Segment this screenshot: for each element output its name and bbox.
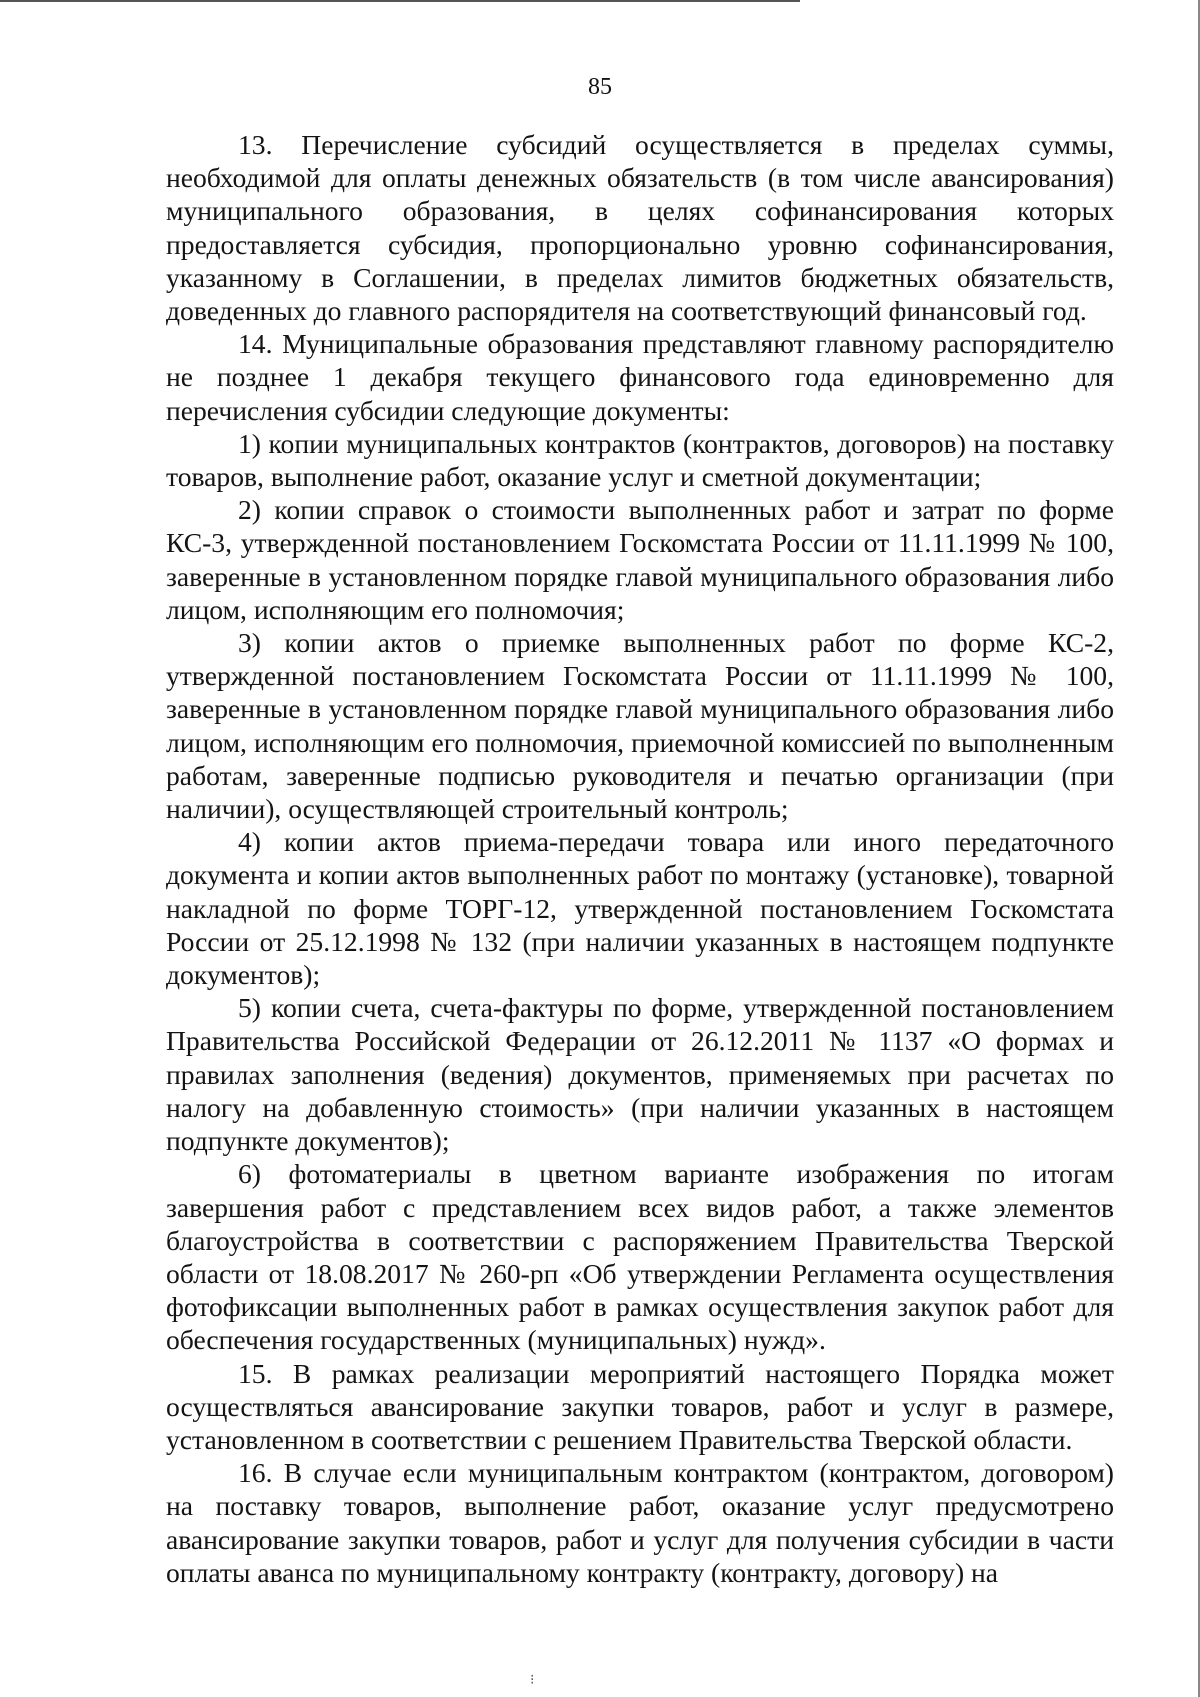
subitem-2: 2) копии справок о стоимости выполненных работ и затрат по форме КС-3, утвержденной постановлением Госкомстата России от 11.11.1999 № 100, заверенные в установленном порядке главой муниципального образования либо лицом, исполняющим его полномочия; bbox=[166, 494, 1114, 625]
document-body bbox=[166, 128, 1114, 1589]
subitem-4: 4) копии актов приема-передачи товара или иного передаточного документа и копии актов выполненных работ по монтажу (установке), товарной накладной по форме ТОРГ-12, утвержденной постановлением Госкомстата России от 25.12.1998 № 132 (при наличии указанных в настоящем подпункте документов); bbox=[166, 826, 1114, 991]
subitem-5: 5) копии счета, счета-фактуры по форме, утвержденной постановлением Правительства Российской Федерации от 26.12.2011 № 1137 «О формах и правилах заполнения (ведения) документов, применяемых при расчетах по налогу на добавленную стоимость» (при наличии указанных в настоящем подпункте документов); bbox=[166, 992, 1114, 1157]
subitem-1: 1) копии муниципальных контрактов (контрактов, договоров) на поставку товаров, выполнение работ, оказание услуг и сметной документации; bbox=[166, 427, 1114, 493]
paragraph-14: 14. Муниципальные образования представляют главному распорядителю не позднее 1 декабря текущего финансового года единовременно для перечисления субсидии следующие документы: bbox=[166, 328, 1114, 426]
page-number: 85 bbox=[588, 74, 612, 100]
paragraph-15: 15. В рамках реализации мероприятий настоящего Порядка может осуществляться авансирование закупки товаров, работ и услуг в размере, установленном в соответствии с решением Правительства Тверской области. bbox=[166, 1357, 1114, 1455]
subitem-3: 3) копии актов о приемке выполненных работ по форме КС-2, утвержденной постановлением Госкомстата России от 11.11.1999 № 100, заверенные в установленном порядке главой муниципального образования либо лицом, исполняющим его полномочия, приемочной комиссией по выполненным работам, заверенные подписью руководителя и печатью организации (при наличии), осуществляющей строительный контроль; bbox=[166, 627, 1114, 825]
scan-edge-top bbox=[0, 0, 800, 2]
paragraph-16: 16. В случае если муниципальным контрактом (контрактом, договором) на поставку товаров, выполнение работ, оказание услуг предусмотрено авансирование закупки товаров, работ и услуг для получения субсидии в части оплаты аванса по муниципальному контракту (контракту, договору) на bbox=[166, 1457, 1114, 1588]
scan-speck: ⁝ bbox=[530, 1673, 535, 1688]
paragraph-13: 13. Перечисление субсидий осуществляется в пределах суммы, необходимой для оплаты денежных обязательств (в том числе авансирования) муниципального образования, в целях софинансирования которых предоставляется субсидия, пропорционально уровню софинансирования, указанному в Соглашении, в пределах лимитов бюджетных обязательств, доведенных до главного распорядителя на соответствующий финансовый год. bbox=[166, 129, 1114, 327]
subitem-6: 6) фотоматериалы в цветном варианте изображения по итогам завершения работ с представлением всех видов работ, а также элементов благоустройства в соответствии с распоряжением Правительства Тверской области от 18.08.2017 № 260-рп «Об утверждении Регламента осуществления фотофиксации выполненных работ в рамках осуществления закупок работ для обеспечения государственных (муниципальных) нужд». bbox=[166, 1158, 1114, 1356]
